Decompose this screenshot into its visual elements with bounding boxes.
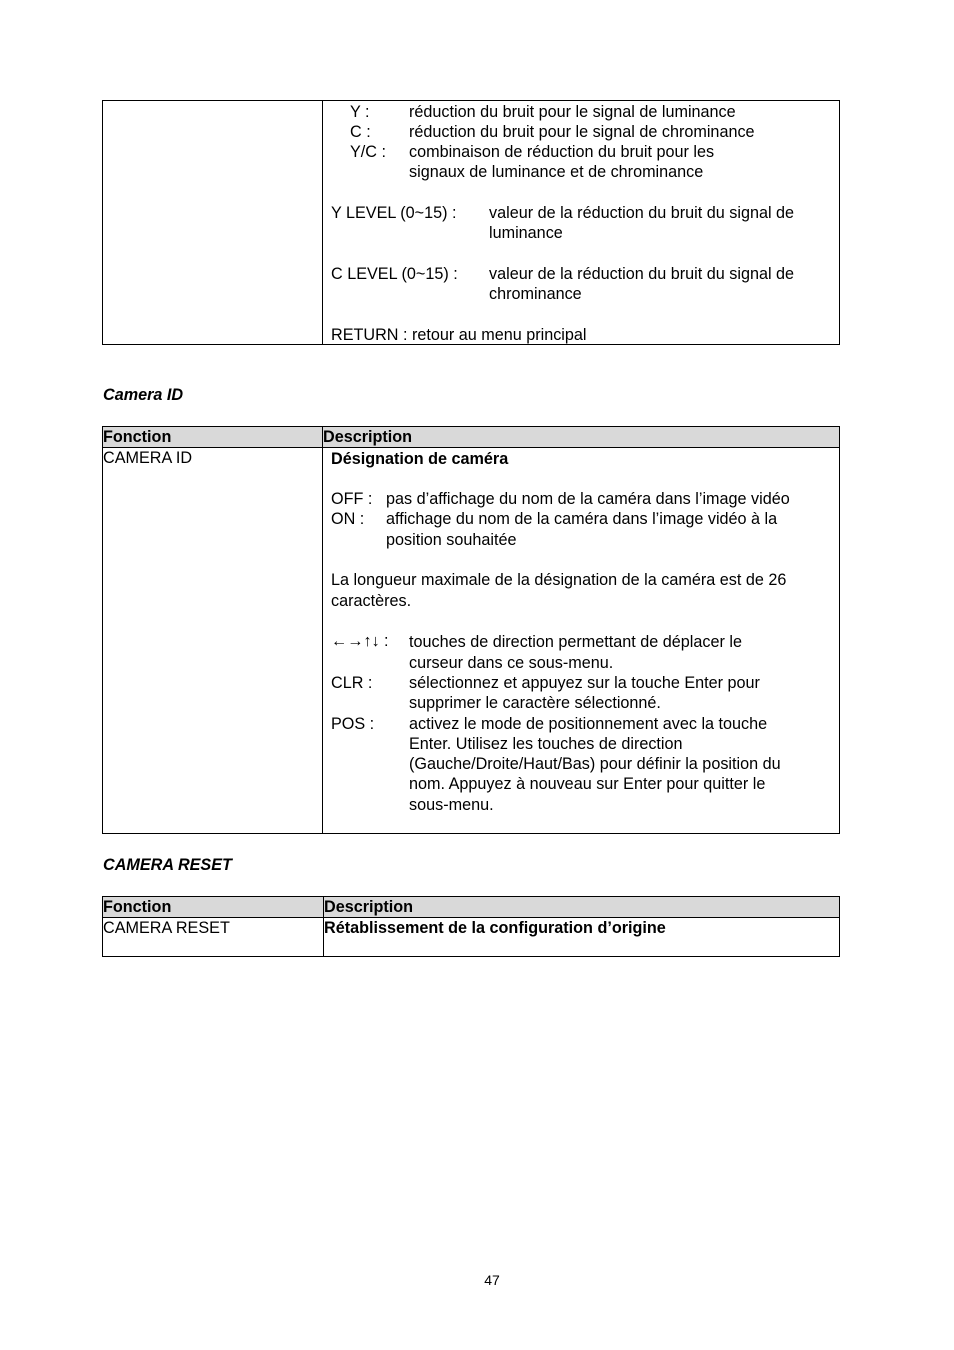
camera-id-clr-line1: sélectionnez et appuyez sur la touche Enter pour [409, 674, 760, 692]
camera-reset-col-description: Description [324, 897, 840, 918]
camera-id-pos-line2: Enter. Utilisez les touches de direction [409, 735, 683, 753]
camera-id-length-line1: La longueur maximale de la désignation de la caméra est de 26 [331, 571, 787, 589]
camera-id-function: CAMERA ID [103, 448, 323, 834]
nr-y-text: réduction du bruit pour le signal de luminance [409, 103, 736, 121]
camera-id-pos-line4: nom. Appuyez à nouveau sur Enter pour quitter le [409, 775, 766, 793]
camera-reset-heading: Rétablissement de la configuration d’origine [324, 918, 840, 957]
nr-ylevel-key: Y LEVEL (0~15) : [331, 204, 457, 222]
camera-id-clr-key: CLR : [331, 674, 373, 692]
nr-function-cell [103, 101, 323, 345]
nr-yc-key: Y/C : [350, 143, 386, 161]
camera-reset-title: CAMERA RESET [103, 856, 232, 874]
nr-ylevel-line2: luminance [489, 224, 563, 242]
nr-clevel-line1: valeur de la réduction du bruit du signal de [489, 265, 795, 283]
camera-reset-table [102, 896, 840, 957]
camera-id-length-line2: caractères. [331, 592, 412, 610]
camera-id-table [102, 426, 840, 834]
camera-id-clr-line2: supprimer le caractère sélectionné. [409, 694, 661, 712]
camera-id-description-cell [323, 448, 840, 834]
nr-yc-text: combinaison de réduction du bruit pour les [409, 143, 715, 161]
nr-c-text: réduction du bruit pour le signal de chrominance [409, 123, 755, 141]
camera-id-pos-line1: activez le mode de positionnement avec la touche [409, 715, 768, 733]
camera-id-title: Camera ID [103, 386, 184, 404]
nr-c-key: C : [350, 123, 371, 141]
camera-id-off-text: pas d’affichage du nom de la caméra dans l’image vidéo [386, 490, 790, 508]
camera-id-on-line2: position souhaitée [386, 531, 517, 549]
camera-id-on-line1: affichage du nom de la caméra dans l’image vidéo à la [386, 510, 778, 528]
camera-id-pos-line5: sous-menu. [409, 796, 494, 814]
page-number: 47 [484, 1272, 500, 1288]
nr-clevel-line2: chrominance [489, 285, 582, 303]
camera-id-arrows-line1: touches de direction permettant de déplacer le [409, 633, 742, 651]
noise-reduction-table [102, 100, 840, 345]
camera-reset-function: CAMERA RESET [103, 918, 324, 957]
camera-id-on-key: ON : [331, 510, 365, 528]
nr-clevel-key: C LEVEL (0~15) : [331, 265, 458, 283]
camera-id-col-fonction: Fonction [103, 427, 323, 448]
camera-id-arrows-key: ←→↑↓ : [331, 632, 389, 650]
camera-id-pos-key: POS : [331, 715, 375, 733]
nr-ylevel-line1: valeur de la réduction du bruit du signal de [489, 204, 795, 222]
nr-description-cell [323, 101, 840, 345]
camera-id-col-description: Description [323, 427, 840, 448]
camera-id-pos-line3: (Gauche/Droite/Haut/Bas) pour définir la position du [409, 755, 781, 773]
camera-id-arrows-line2: curseur dans ce sous-menu. [409, 654, 614, 672]
camera-reset-col-fonction: Fonction [103, 897, 324, 918]
camera-id-off-key: OFF : [331, 490, 373, 508]
camera-id-heading: Désignation de caméra [331, 450, 509, 468]
nr-yc-text-2: signaux de luminance et de chrominance [409, 163, 704, 181]
nr-return: RETURN : retour au menu principal [331, 326, 587, 344]
nr-y-key: Y : [350, 103, 370, 121]
